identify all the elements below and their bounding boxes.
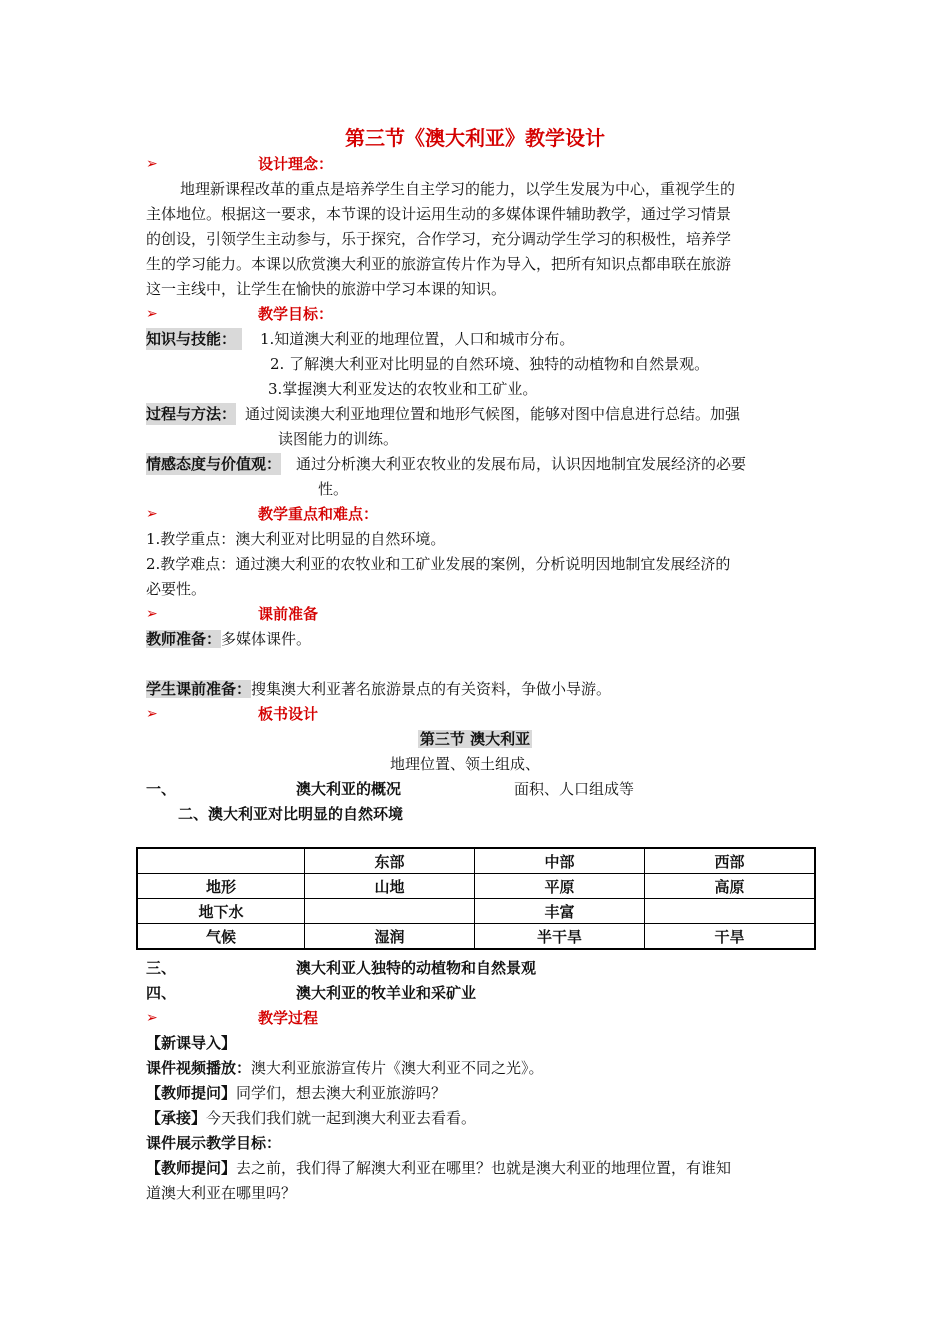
question-label: 【教师提问】 [146, 1084, 237, 1102]
question-text: 去之前，我们得了解澳大利亚在哪里？也就是澳大利亚的地理位置，有谁知 [236, 1159, 732, 1177]
process-method-label: 过程与方法： [146, 405, 237, 423]
teacher-prep-label: 教师准备： [146, 630, 222, 648]
board-heading: 第三节 澳大利亚 [419, 730, 531, 748]
process-method-text: 通过阅读澳大利亚地理位置和地形气候图，能够对图中信息进行总结。加强 [245, 405, 741, 423]
difficulty-text: 通过澳大利亚的农牧业和工矿业发展的案例，分析说明因地制宜发展经济的 [235, 555, 731, 573]
video-text: 澳大利亚旅游宣传片《澳大利亚不同之光》。 [251, 1059, 544, 1077]
board-item-number: 四、 [146, 984, 177, 1002]
table-cell: 干旱 [644, 924, 815, 950]
board-item-number: 一、 [146, 780, 177, 798]
section-heading-concept: 设计理念： [258, 155, 334, 173]
table-cell: 气候 [137, 924, 305, 950]
concept-line: 的创设，引领学生主动参与，乐于探究，合作学习，充分调动学生学习的积极性，培养学 [146, 230, 732, 248]
process-method-text: 读图能力的训练。 [278, 430, 399, 448]
section-heading-key-points: 教学重点和难点： [258, 505, 379, 523]
concept-line: 生的学习能力。本课以欣赏澳大利亚的旅游宣传片作为导入，把所有知识点都串联在旅游 [146, 255, 732, 273]
teacher-prep-text: 多媒体课件。 [221, 630, 312, 648]
environment-table [136, 847, 816, 950]
table-cell: 山地 [305, 874, 475, 899]
bullet-arrow-icon: ➢ [146, 156, 158, 172]
table-header-cell: 东部 [305, 848, 475, 874]
table-cell: 高原 [644, 874, 815, 899]
connect-text: 今天我们我们就一起到澳大利亚去看看。 [206, 1109, 477, 1127]
difficulty-label: 2.教学难点： [146, 555, 236, 573]
question-label: 【教师提问】 [146, 1159, 237, 1177]
table-header-row [137, 848, 815, 874]
section-heading-goals: 教学目标： [258, 305, 334, 323]
knowledge-label: 知识与技能： [146, 328, 242, 350]
board-item-note: 面积、人口组成等 [514, 780, 635, 798]
emotion-text: 性。 [318, 480, 349, 498]
connect-label: 【承接】 [146, 1109, 207, 1127]
table-cell: 地形 [137, 874, 305, 899]
video-label: 课件视频播放： [146, 1059, 252, 1077]
question-text: 道澳大利亚在哪里吗？ [146, 1184, 297, 1202]
board-item-text: 澳大利亚的概况 [296, 780, 402, 798]
student-prep-text: 搜集澳大利亚著名旅游景点的有关资料，争做小导游。 [251, 680, 612, 698]
board-item-text: 澳大利亚的牧羊业和采矿业 [296, 984, 477, 1002]
section-heading-board: 板书设计 [258, 705, 319, 723]
section-heading-process: 教学过程 [258, 1009, 319, 1027]
table-cell: 丰富 [474, 899, 644, 924]
table-row [137, 899, 815, 924]
concept-line: 主体地位。根据这一要求，本节课的设计运用生动的多媒体课件辅助教学，通过学习情景 [146, 205, 732, 223]
table-header-cell: 中部 [474, 848, 644, 874]
focus-label: 1.教学重点： [146, 530, 236, 548]
board-item-number: 三、 [146, 959, 177, 977]
concept-line: 地理新课程改革的重点是培养学生自主学习的能力，以学生发展为中心，重视学生的 [180, 180, 736, 198]
bullet-arrow-icon: ➢ [146, 606, 158, 622]
bullet-arrow-icon: ➢ [146, 506, 158, 522]
table-cell: 半干旱 [474, 924, 644, 950]
board-item-text: 澳大利亚人独特的动植物和自然景观 [296, 959, 537, 977]
bullet-arrow-icon: ➢ [146, 306, 158, 322]
table-cell: 地下水 [137, 899, 305, 924]
table-cell [305, 899, 475, 924]
bullet-arrow-icon: ➢ [146, 1010, 158, 1026]
page-title: 第三节《澳大利亚》教学设计 [345, 126, 605, 150]
table-cell: 湿润 [305, 924, 475, 950]
focus-text: 澳大利亚对比明显的自然环境。 [235, 530, 446, 548]
difficulty-text: 必要性。 [146, 580, 207, 598]
question-text: 同学们，想去澳大利亚旅游吗？ [236, 1084, 447, 1102]
emotion-text: 通过分析澳大利亚农牧业的发展布局，认识因地制宜发展经济的必要 [296, 455, 747, 473]
table-cell: 平原 [474, 874, 644, 899]
student-prep-label: 学生课前准备： [146, 680, 252, 698]
knowledge-item: 3.掌握澳大利亚发达的农牧业和工矿业。 [268, 380, 538, 398]
bullet-arrow-icon: ➢ [146, 706, 158, 722]
table-header-cell [137, 848, 305, 874]
knowledge-item: 2. 了解澳大利亚对比明显的自然环境、独特的动植物和自然景观。 [270, 355, 710, 373]
goals-display-label: 课件展示教学目标： [146, 1134, 282, 1152]
knowledge-item: 1.知道澳大利亚的地理位置，人口和城市分布。 [260, 330, 575, 348]
table-row [137, 924, 815, 950]
table-header-cell: 西部 [644, 848, 815, 874]
section-heading-preparation: 课前准备 [258, 605, 319, 623]
board-item-text: 二、澳大利亚对比明显的自然环境 [178, 805, 404, 823]
intro-label: 【新课导入】 [146, 1034, 237, 1052]
board-sub-line: 地理位置、领土组成、 [390, 755, 541, 773]
concept-line: 这一主线中，让学生在愉快的旅游中学习本课的知识。 [146, 280, 507, 298]
table-cell [644, 899, 815, 924]
table-row [137, 874, 815, 899]
emotion-label: 情感态度与价值观： [146, 455, 282, 473]
